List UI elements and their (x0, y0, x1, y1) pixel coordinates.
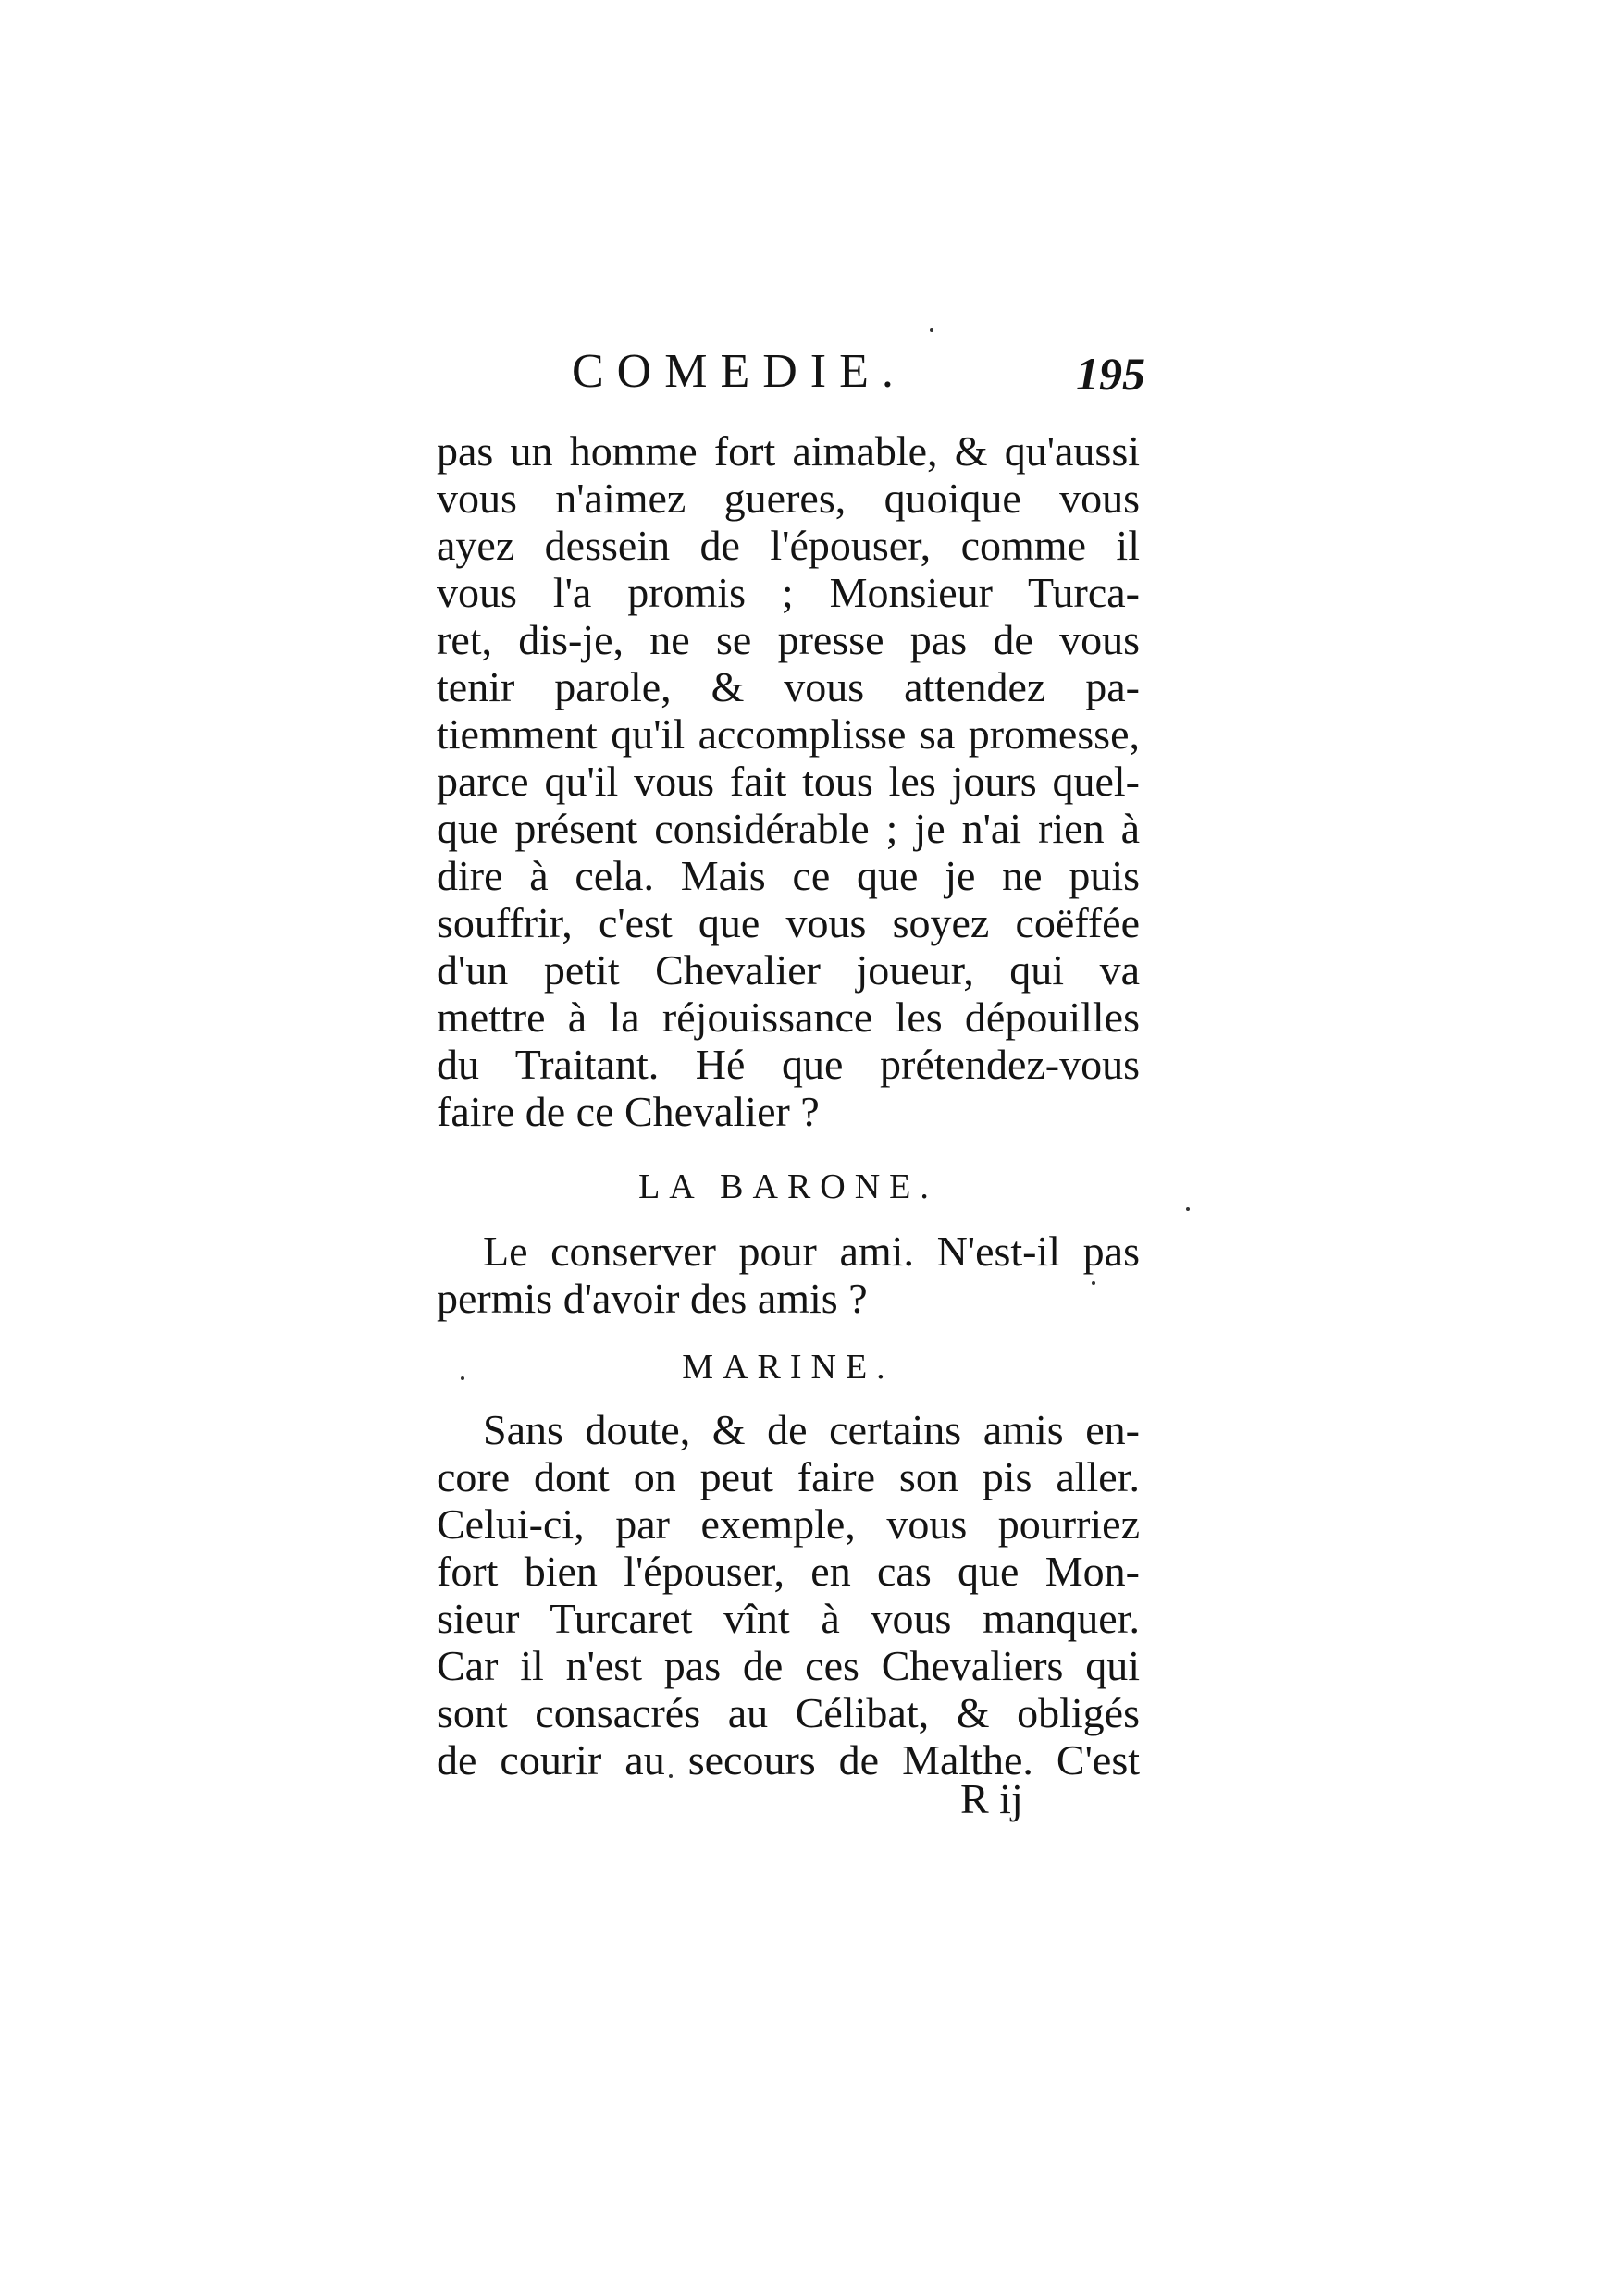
text-line: dire à cela. Mais ce que je ne puis (437, 852, 1140, 899)
text-line: vous n'aimez gueres, quoique vous (437, 475, 1140, 522)
text-line: faire de ce Chevalier ? (437, 1088, 820, 1135)
running-title: COMEDIE. (572, 345, 907, 398)
text-line: tiemment qu'il accomplisse sa promesse, (437, 710, 1140, 758)
text-line: Car il n'est pas de ces Chevaliers qui (437, 1642, 1140, 1689)
text-line: fort bien l'épouser, en cas que Mon- (437, 1548, 1140, 1595)
text-line: du Traitant. Hé que prétendez-vous (437, 1041, 1140, 1088)
text-line: core dont on peut faire son pis aller. (437, 1453, 1140, 1500)
signature-mark: R ij (960, 1775, 1023, 1822)
text-line: vous l'a promis ; Monsieur Turca- (437, 569, 1140, 616)
paragraph-1 (437, 427, 1140, 1135)
text-line: tenir parole, & vous attendez pa- (437, 663, 1140, 710)
text-line: sieur Turcaret vînt à vous manquer. (437, 1595, 1140, 1642)
text-line: d'un petit Chevalier joueur, qui va (437, 946, 1140, 994)
text-line: Sans doute, & de certains amis en- (483, 1406, 1140, 1453)
paragraph-3 (437, 1406, 1140, 1784)
text-line: Celui-ci, par exemple, vous pourriez (437, 1500, 1140, 1548)
paragraph-2 (437, 1228, 1140, 1322)
text-line: sont consacrés au Célibat, & obligés (437, 1689, 1140, 1736)
text-line: permis d'avoir des amis ? (437, 1275, 868, 1322)
text-line: ayez dessein de l'épouser, comme il (437, 522, 1140, 569)
speaker-name: LA BARONE. (638, 1167, 938, 1206)
text-line: de courir au secours de Malthe. C'est (437, 1736, 1140, 1784)
text-line: souffrir, c'est que vous soyez coëffée (437, 899, 1140, 946)
text-line: que présent considérable ; je n'ai rien à (437, 805, 1140, 852)
text-line: ret, dis-je, ne se presse pas de vous (437, 616, 1140, 663)
page-header (572, 344, 1145, 400)
page-number: 195 (1076, 348, 1145, 400)
text-line: mettre à la réjouissance les dépouilles (437, 994, 1140, 1041)
ink-speck (1186, 1207, 1190, 1211)
text-line: Le conserver pour ami. N'est-il pas (483, 1228, 1140, 1275)
speaker-name: MARINE. (682, 1348, 895, 1387)
ink-speck (930, 328, 933, 332)
text-line: pas un homme fort aimable, & qu'aussi (437, 427, 1140, 475)
text-line: parce qu'il vous fait tous les jours quel- (437, 758, 1140, 805)
